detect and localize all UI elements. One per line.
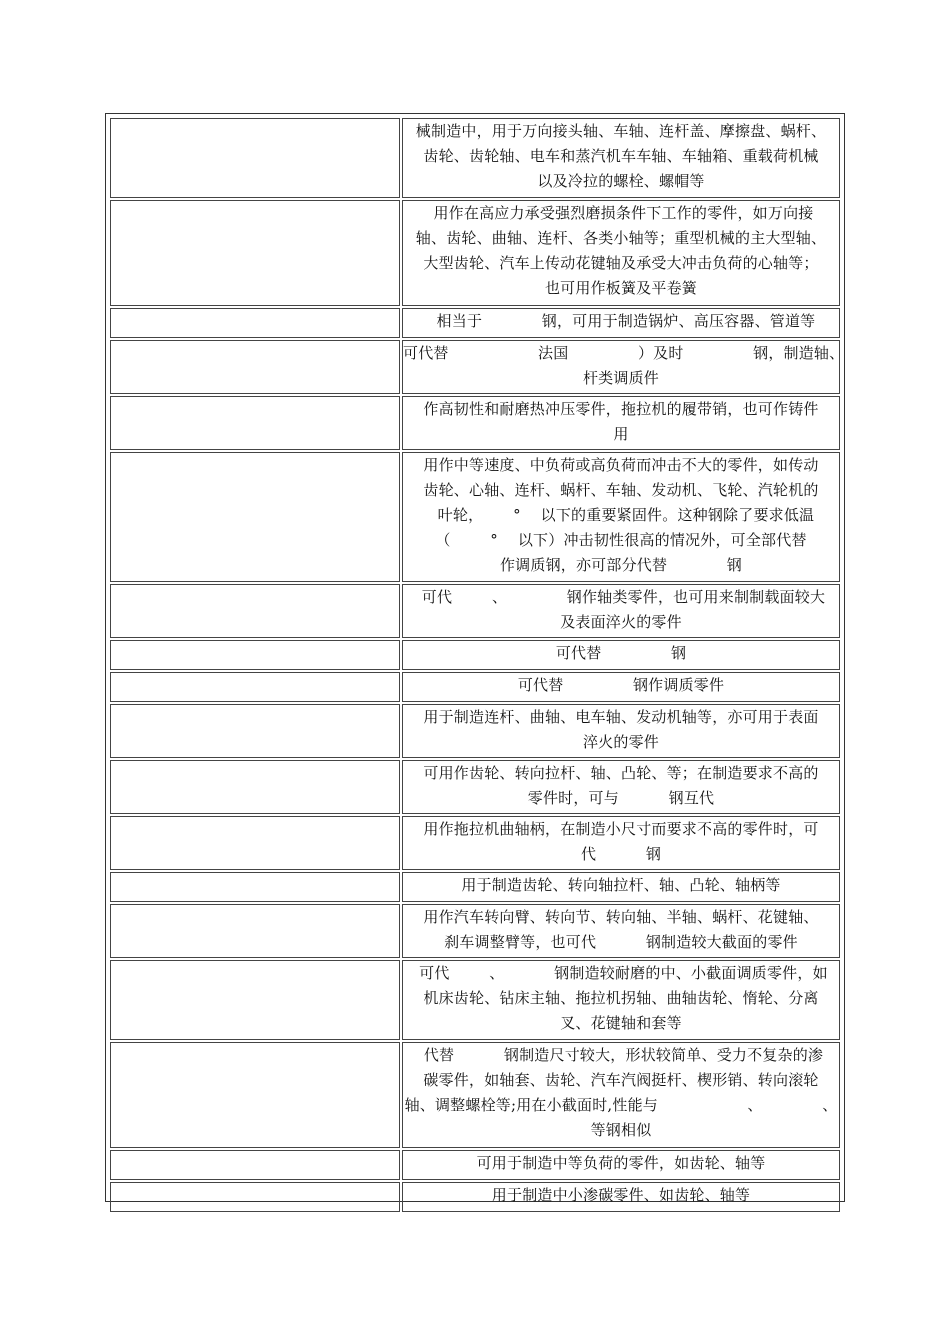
table-row [110,816,840,870]
usage-line: 代 钢 [580,845,662,863]
usage-line: 相当于 钢，可用于制造锅炉、高压容器、管道等 [426,312,816,330]
usage-line: 碳零件，如轴套、齿轮、汽车汽阀挺杆、楔形销、转向滚轮 [423,1071,819,1089]
usage-line: 也可用作板簧及平卷簧 [544,279,697,297]
table-row [110,960,840,1040]
usage-line: （ ° 以下）冲击韧性很高的情况外，可全部代替 [435,531,807,549]
table-row [110,1182,840,1212]
table-row [110,118,840,198]
grade-cell [110,396,400,450]
usage-cell [402,118,840,198]
usage-line: 刹车调整臂等，也可代 钢制造较大截面的零件 [444,933,798,951]
usage-cell [402,396,840,450]
grade-cell [110,704,400,758]
table-row [110,340,840,394]
grade-cell [110,640,400,670]
usage-line: 零件时，可与 钢互代 [527,789,715,807]
usage-cell [402,816,840,870]
usage-line: 可代替 法国 ）及时 钢，制造轴、 [403,344,845,362]
usage-line: 用 [613,425,629,443]
grade-cell [110,452,400,582]
usage-cell [402,672,840,702]
table-row [110,396,840,450]
usage-cell [402,452,840,582]
usage-cell [402,200,840,306]
usage-line: 齿轮、齿轮轴、电车和蒸汽机车车轴、车轴箱、重载荷机械 [423,147,819,165]
usage-line: 代替 钢制造尺寸较大，形状较简单、受力不复杂的渗 [418,1046,824,1064]
table-row [110,640,840,670]
usage-cell [402,340,845,394]
table-row [110,584,840,638]
usage-line: 机床齿轮、钻床主轴、拖拉机拐轴、曲轴齿轮、惰轮、分离 [423,989,819,1007]
usage-line: 用作在高应力承受强烈磨损条件下工作的零件，如万向接 [428,204,814,222]
grade-cell [110,1150,400,1180]
grade-cell [110,1042,400,1148]
grade-cell [110,118,400,198]
usage-line: 用于制造连杆、曲轴、电车轴、发动机轴等，亦可用于表面 [423,708,819,726]
table-body [110,118,845,1212]
grade-cell [110,200,400,306]
table-row [110,760,840,814]
table-row [110,1042,840,1148]
usage-line: 用作中等速度、中负荷或高负荷而冲击不大的零件，如传动 [423,456,819,474]
usage-line: 齿轮、心轴、连杆、蜗杆、车轴、发动机、飞轮、汽轮机的 [423,481,819,499]
table-row [110,672,840,702]
usage-line: 轴、齿轮、曲轴、连杆、各类小轴等；重型机械的主大型轴、 [415,229,827,247]
table-row [110,872,840,902]
usage-line: 作高韧性和耐磨热冲压零件，拖拉机的履带销，也可作铸件 [423,400,819,418]
usage-line: 用作拖拉机曲轴柄，在制造小尺寸而要求不高的零件时，可 [423,820,819,838]
usage-cell [402,1182,840,1212]
table-row [110,452,840,582]
usage-cell [402,704,840,758]
usage-cell [402,760,840,814]
usage-line: 轴、调整螺栓等;用在小截面时,性能与 、 、 [404,1096,838,1114]
grade-cell [110,308,400,338]
usage-line: 杆类调质件 [582,369,659,387]
usage-line: 可代 、 钢制造较耐磨的中、小截面调质零件，如 [414,964,828,982]
steel-usage-table [108,116,845,1214]
grade-cell [110,904,400,958]
table-row [110,200,840,306]
grade-cell [110,340,400,394]
grade-cell [110,1182,400,1212]
usage-line: 可代替 钢 [555,644,687,662]
table-row [110,308,840,338]
grade-cell [110,960,400,1040]
usage-line: 叶轮， ° 以下的重要紧固件。这种钢除了要求低温 [427,506,815,524]
usage-line: 可代 、 钢作轴类零件，也可用来制制载面较大 [416,588,826,606]
usage-line: 可代替 钢作调质零件 [517,676,725,694]
grade-cell [110,872,400,902]
usage-cell [402,584,840,638]
table-row [110,904,840,958]
usage-line: 可用于制造中等负荷的零件，如齿轮、轴等 [476,1154,766,1172]
usage-line: 可用作齿轮、转向拉杆、轴、凸轮、等；在制造要求不高的 [423,764,819,782]
usage-line: 用于制造齿轮、转向轴拉杆、轴、凸轮、轴柄等 [461,876,781,894]
grade-cell [110,672,400,702]
usage-cell [402,1042,840,1148]
table-row [110,704,840,758]
grade-cell [110,760,400,814]
usage-cell [402,960,840,1040]
usage-cell [402,872,840,902]
usage-line: 叉、花键轴和套等 [560,1014,682,1032]
usage-line: 淬火的零件 [582,733,659,751]
usage-cell [402,308,840,338]
grade-cell [110,584,400,638]
usage-line: 用于制造中小渗碳零件、如齿轮、轴等 [491,1186,751,1204]
usage-line: 用作汽车转向臂、转向节、转向轴、半轴、蜗杆、花键轴、 [423,908,819,926]
usage-line: 以及冷拉的螺栓、螺帽等 [537,172,705,190]
usage-line: 大型齿轮、汽车上传动花键轴及承受大冲击负荷的心轴等； [423,254,819,272]
usage-cell [402,1150,840,1180]
usage-cell [402,904,840,958]
usage-line: 及表面淬火的零件 [560,613,682,631]
usage-line: 作调质钢，亦可部分代替 钢 [499,556,743,574]
table-row [110,1150,840,1180]
usage-cell [402,640,840,670]
grade-cell [110,816,400,870]
usage-line: 等钢相似 [590,1121,652,1139]
usage-line: 械制造中，用于万向接头轴、车轴、连杆盖、摩擦盘、蜗杆、 [415,122,827,140]
